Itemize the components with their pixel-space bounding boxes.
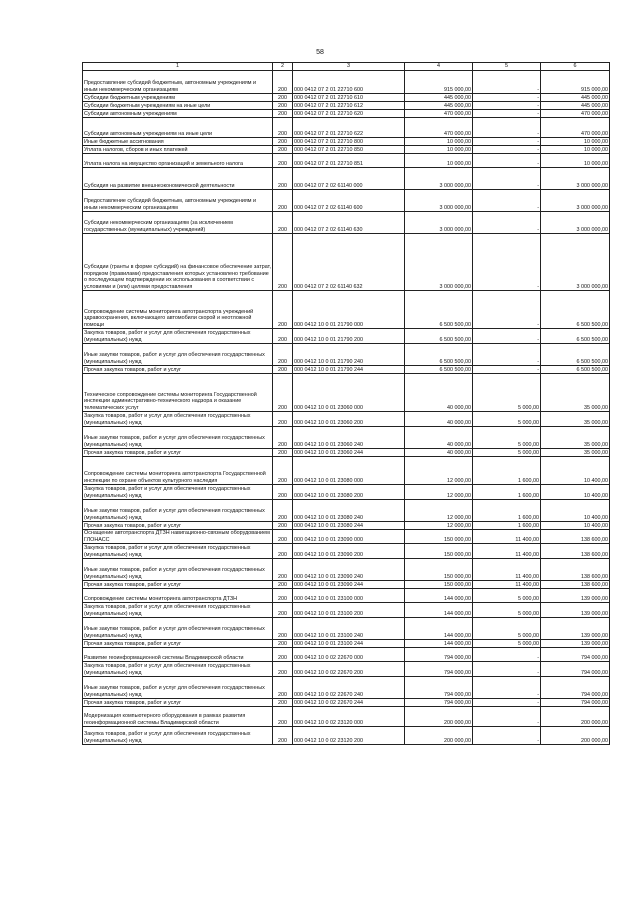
classification-code: 000 0412 10 0 01 23060 200 — [293, 412, 405, 427]
amount-remaining: 10 400,00 — [541, 485, 610, 500]
line-code: 200 — [273, 110, 293, 118]
classification-code: 000 0412 10 0 01 23080 240 — [293, 500, 405, 522]
amount-remaining: 138 600,00 — [541, 530, 610, 544]
amount-executed: - — [473, 648, 541, 662]
amount-remaining: 138 600,00 — [541, 559, 610, 581]
amount-remaining: 10 400,00 — [541, 522, 610, 530]
table-row — [83, 589, 610, 603]
table-row — [83, 102, 610, 110]
amount-approved: 10 000,00 — [405, 154, 473, 168]
line-code: 200 — [273, 559, 293, 581]
amount-remaining: 10 000,00 — [541, 138, 610, 146]
item-name: Предоставление субсидий бюджетным, автономным учреждениям и иным некоммерческим организациям — [83, 190, 273, 212]
item-name: Сопровождение системы мониторинга автотранспорта Государственной инспекции по охране объектов культурного наследия — [83, 457, 273, 485]
classification-code: 000 0412 10 0 02 22670 200 — [293, 662, 405, 677]
item-name: Сопровождение системы мониторинга автотранспорта ДТЗН — [83, 589, 273, 603]
line-code: 200 — [273, 291, 293, 329]
classification-code: 000 0412 10 0 02 22670 240 — [293, 677, 405, 699]
column-header-4: 4 — [405, 63, 473, 71]
amount-executed: - — [473, 234, 541, 291]
classification-code: 000 0412 10 0 01 23090 000 — [293, 530, 405, 544]
amount-executed: - — [473, 110, 541, 118]
amount-executed: - — [473, 662, 541, 677]
item-name: Субсидии бюджетным учреждениям — [83, 94, 273, 102]
amount-remaining: 35 000,00 — [541, 412, 610, 427]
amount-approved: 144 000,00 — [405, 618, 473, 640]
item-name: Прочая закупка товаров, работ и услуг — [83, 366, 273, 374]
amount-executed: 5 000,00 — [473, 374, 541, 412]
table-row — [83, 618, 610, 640]
line-code: 200 — [273, 427, 293, 449]
amount-executed: - — [473, 727, 541, 745]
classification-code: 000 0412 10 0 01 23060 240 — [293, 427, 405, 449]
item-name: Иные закупки товаров, работ и услуг для обеспечения государственных (муниципальных) нужд — [83, 618, 273, 640]
classification-code: 000 0412 10 0 02 23120 200 — [293, 727, 405, 745]
amount-executed: 11 400,00 — [473, 581, 541, 589]
amount-executed: - — [473, 344, 541, 366]
line-code: 200 — [273, 485, 293, 500]
amount-remaining: 6 500 500,00 — [541, 366, 610, 374]
amount-approved: 150 000,00 — [405, 581, 473, 589]
table-row — [83, 138, 610, 146]
line-code: 200 — [273, 603, 293, 618]
item-name: Техническое сопровождение системы мониторинга Государственной инспекции административно-технического надзора и оказание телематических услуг — [83, 374, 273, 412]
classification-code: 000 0412 07 2 01 22710 622 — [293, 118, 405, 138]
classification-code: 000 0412 10 0 01 23080 000 — [293, 457, 405, 485]
line-code: 200 — [273, 662, 293, 677]
table-row — [83, 110, 610, 118]
amount-executed: - — [473, 699, 541, 707]
amount-remaining: 35 000,00 — [541, 449, 610, 457]
amount-executed: 11 400,00 — [473, 530, 541, 544]
item-name: Закупка товаров, работ и услуг для обеспечения государственных (муниципальных) нужд — [83, 485, 273, 500]
amount-remaining: 794 000,00 — [541, 699, 610, 707]
item-name: Закупка товаров, работ и услуг для обеспечения государственных (муниципальных) нужд — [83, 544, 273, 559]
item-name: Прочая закупка товаров, работ и услуг — [83, 699, 273, 707]
line-code: 200 — [273, 138, 293, 146]
line-code: 200 — [273, 366, 293, 374]
classification-code: 000 0412 10 0 01 21790 240 — [293, 344, 405, 366]
line-code: 200 — [273, 677, 293, 699]
item-name: Закупка товаров, работ и услуг для обеспечения государственных (муниципальных) нужд — [83, 412, 273, 427]
amount-remaining: 139 000,00 — [541, 603, 610, 618]
amount-remaining: 139 000,00 — [541, 640, 610, 648]
amount-approved: 10 000,00 — [405, 138, 473, 146]
amount-executed: 5 000,00 — [473, 427, 541, 449]
column-header-1: 1 — [83, 63, 273, 71]
amount-approved: 470 000,00 — [405, 118, 473, 138]
table-row — [83, 581, 610, 589]
line-code: 200 — [273, 699, 293, 707]
table-row — [83, 329, 610, 344]
amount-remaining: 445 000,00 — [541, 102, 610, 110]
amount-remaining: 139 000,00 — [541, 618, 610, 640]
amount-executed: - — [473, 291, 541, 329]
table-row — [83, 457, 610, 485]
classification-code: 000 0412 07 2 01 22710 612 — [293, 102, 405, 110]
item-name: Иные закупки товаров, работ и услуг для обеспечения государственных (муниципальных) нужд — [83, 677, 273, 699]
amount-approved: 40 000,00 — [405, 374, 473, 412]
amount-approved: 6 500 500,00 — [405, 291, 473, 329]
table-row — [83, 168, 610, 190]
amount-approved: 12 000,00 — [405, 485, 473, 500]
line-code: 200 — [273, 329, 293, 344]
table-row — [83, 648, 610, 662]
amount-executed: 5 000,00 — [473, 412, 541, 427]
table-row — [83, 146, 610, 154]
item-name: Закупка товаров, работ и услуг для обеспечения государственных (муниципальных) нужд — [83, 662, 273, 677]
column-header-6: 6 — [541, 63, 610, 71]
amount-executed: 5 000,00 — [473, 589, 541, 603]
page-number: 58 — [316, 49, 324, 56]
table-row — [83, 234, 610, 291]
classification-code: 000 0412 10 0 01 23080 200 — [293, 485, 405, 500]
amount-approved: 3 000 000,00 — [405, 234, 473, 291]
table-row — [83, 449, 610, 457]
amount-approved: 144 000,00 — [405, 640, 473, 648]
amount-approved: 3 000 000,00 — [405, 190, 473, 212]
classification-code: 000 0412 10 0 01 23100 000 — [293, 589, 405, 603]
table-row — [83, 677, 610, 699]
line-code: 200 — [273, 618, 293, 640]
amount-executed: - — [473, 102, 541, 110]
table-row — [83, 427, 610, 449]
amount-remaining: 794 000,00 — [541, 662, 610, 677]
item-name: Сопровождение системы мониторинга автотранспорта учреждений здравоохранения, включающего автомобили скорой и неотложной помощи — [83, 291, 273, 329]
amount-executed: - — [473, 168, 541, 190]
item-name: Закупка товаров, работ и услуг для обеспечения государственных (муниципальных) нужд — [83, 329, 273, 344]
table-row — [83, 366, 610, 374]
line-code: 200 — [273, 707, 293, 727]
amount-remaining: 200 000,00 — [541, 727, 610, 745]
table-row — [83, 640, 610, 648]
classification-code: 000 0412 10 0 01 23080 244 — [293, 522, 405, 530]
item-name: Развитие геоинформационной системы Владимирской области — [83, 648, 273, 662]
amount-remaining: 6 500 500,00 — [541, 329, 610, 344]
item-name: Субсидии бюджетным учреждениям на иные цели — [83, 102, 273, 110]
line-code: 200 — [273, 146, 293, 154]
line-code: 200 — [273, 374, 293, 412]
line-code: 200 — [273, 589, 293, 603]
item-name: Прочая закупка товаров, работ и услуг — [83, 522, 273, 530]
amount-remaining: 6 500 500,00 — [541, 291, 610, 329]
line-code: 200 — [273, 344, 293, 366]
item-name: Закупка товаров, работ и услуг для обеспечения государственных (муниципальных) нужд — [83, 727, 273, 745]
amount-approved: 445 000,00 — [405, 94, 473, 102]
amount-remaining: 794 000,00 — [541, 648, 610, 662]
table-row — [83, 603, 610, 618]
table-row — [83, 291, 610, 329]
amount-remaining: 470 000,00 — [541, 110, 610, 118]
item-name: Иные бюджетные ассигнования — [83, 138, 273, 146]
classification-code: 000 0412 10 0 01 23100 240 — [293, 618, 405, 640]
amount-executed: - — [473, 677, 541, 699]
table-row — [83, 559, 610, 581]
amount-remaining: 139 000,00 — [541, 589, 610, 603]
amount-executed: 1 600,00 — [473, 522, 541, 530]
amount-approved: 144 000,00 — [405, 603, 473, 618]
line-code: 200 — [273, 449, 293, 457]
amount-remaining: 3 000 000,00 — [541, 190, 610, 212]
table-row — [83, 344, 610, 366]
amount-remaining: 138 600,00 — [541, 544, 610, 559]
classification-code: 000 0412 07 2 01 22710 610 — [293, 94, 405, 102]
line-code: 200 — [273, 118, 293, 138]
table-body — [83, 71, 610, 745]
amount-executed: - — [473, 329, 541, 344]
amount-approved: 6 500 500,00 — [405, 344, 473, 366]
amount-remaining: 35 000,00 — [541, 374, 610, 412]
item-name: Субсидии некоммерческим организациям (за исключением государственных (муниципальных) учреждений) — [83, 212, 273, 234]
amount-executed: 5 000,00 — [473, 618, 541, 640]
item-name: Субсидии (гранты в форме субсидий) на финансовое обеспечение затрат, порядком (правилами) предоставления которых установлено требование о последующем подтверждении их использования в соответствии с условиями и (или) целями предоставления — [83, 234, 273, 291]
line-code: 200 — [273, 234, 293, 291]
amount-remaining: 10 000,00 — [541, 154, 610, 168]
classification-code: 000 0412 10 0 01 23100 200 — [293, 603, 405, 618]
line-code: 200 — [273, 190, 293, 212]
line-code: 200 — [273, 648, 293, 662]
amount-executed: 1 600,00 — [473, 500, 541, 522]
column-header-3: 3 — [293, 63, 405, 71]
line-code: 200 — [273, 102, 293, 110]
item-name: Иные закупки товаров, работ и услуг для обеспечения государственных (муниципальных) нужд — [83, 500, 273, 522]
classification-code: 000 0412 07 2 01 22710 851 — [293, 154, 405, 168]
table-row — [83, 374, 610, 412]
classification-code: 000 0412 07 2 02 61140 632 — [293, 234, 405, 291]
amount-approved: 445 000,00 — [405, 102, 473, 110]
line-code: 200 — [273, 94, 293, 102]
table-row — [83, 530, 610, 544]
classification-code: 000 0412 10 0 01 23090 240 — [293, 559, 405, 581]
table-row — [83, 727, 610, 745]
amount-approved: 794 000,00 — [405, 648, 473, 662]
amount-remaining: 3 000 000,00 — [541, 168, 610, 190]
item-name: Иные закупки товаров, работ и услуг для обеспечения государственных (муниципальных) нужд — [83, 559, 273, 581]
table-row — [83, 699, 610, 707]
amount-executed: - — [473, 118, 541, 138]
classification-code: 000 0412 07 2 02 61140 600 — [293, 190, 405, 212]
line-code: 200 — [273, 457, 293, 485]
amount-remaining: 10 400,00 — [541, 457, 610, 485]
amount-remaining: 915 000,00 — [541, 71, 610, 94]
classification-code: 000 0412 10 0 01 23060 244 — [293, 449, 405, 457]
item-name: Субсидия на развитие внешнеэкономической деятельности — [83, 168, 273, 190]
classification-code: 000 0412 07 2 01 22710 850 — [293, 146, 405, 154]
amount-remaining: 200 000,00 — [541, 707, 610, 727]
amount-approved: 150 000,00 — [405, 544, 473, 559]
line-code: 200 — [273, 727, 293, 745]
classification-code: 000 0412 07 2 02 61140 630 — [293, 212, 405, 234]
table-row — [83, 500, 610, 522]
amount-executed: 1 600,00 — [473, 485, 541, 500]
item-name: Уплата налогов, сборов и иных платежей — [83, 146, 273, 154]
amount-remaining: 470 000,00 — [541, 118, 610, 138]
amount-remaining: 3 000 000,00 — [541, 234, 610, 291]
header-row — [83, 63, 610, 71]
amount-executed: 11 400,00 — [473, 544, 541, 559]
classification-code: 000 0412 10 0 02 23120 000 — [293, 707, 405, 727]
amount-approved: 3 000 000,00 — [405, 168, 473, 190]
amount-remaining: 35 000,00 — [541, 427, 610, 449]
classification-code: 000 0412 07 2 01 22710 620 — [293, 110, 405, 118]
amount-approved: 12 000,00 — [405, 522, 473, 530]
classification-code: 000 0412 10 0 01 23090 244 — [293, 581, 405, 589]
amount-remaining: 794 000,00 — [541, 677, 610, 699]
amount-remaining: 138 600,00 — [541, 581, 610, 589]
classification-code: 000 0412 10 0 01 23060 000 — [293, 374, 405, 412]
classification-code: 000 0412 10 0 01 23090 200 — [293, 544, 405, 559]
item-name: Закупка товаров, работ и услуг для обеспечения государственных (муниципальных) нужд — [83, 603, 273, 618]
amount-executed: - — [473, 146, 541, 154]
amount-approved: 150 000,00 — [405, 530, 473, 544]
amount-approved: 3 000 000,00 — [405, 212, 473, 234]
line-code: 200 — [273, 530, 293, 544]
amount-approved: 10 000,00 — [405, 146, 473, 154]
column-header-2: 2 — [273, 63, 293, 71]
classification-code: 000 0412 07 2 01 22710 600 — [293, 71, 405, 94]
budget-table — [82, 62, 610, 745]
table-row — [83, 154, 610, 168]
amount-approved: 794 000,00 — [405, 699, 473, 707]
line-code: 200 — [273, 412, 293, 427]
item-name: Прочая закупка товаров, работ и услуг — [83, 449, 273, 457]
line-code: 200 — [273, 522, 293, 530]
classification-code: 000 0412 10 0 01 21790 200 — [293, 329, 405, 344]
line-code: 200 — [273, 500, 293, 522]
item-name: Уплата налога на имущество организаций и земельного налога — [83, 154, 273, 168]
amount-executed: - — [473, 71, 541, 94]
amount-approved: 40 000,00 — [405, 427, 473, 449]
line-code: 200 — [273, 544, 293, 559]
line-code: 200 — [273, 640, 293, 648]
amount-executed: - — [473, 707, 541, 727]
table-row — [83, 71, 610, 94]
item-name: Иные закупки товаров, работ и услуг для обеспечения государственных (муниципальных) нужд — [83, 427, 273, 449]
line-code: 200 — [273, 212, 293, 234]
amount-approved: 794 000,00 — [405, 662, 473, 677]
amount-approved: 470 000,00 — [405, 110, 473, 118]
amount-approved: 794 000,00 — [405, 677, 473, 699]
classification-code: 000 0412 07 2 02 61140 000 — [293, 168, 405, 190]
amount-approved: 40 000,00 — [405, 412, 473, 427]
item-name: Субсидии автономным учреждениям на иные цели — [83, 118, 273, 138]
line-code: 200 — [273, 581, 293, 589]
amount-approved: 12 000,00 — [405, 457, 473, 485]
classification-code: 000 0412 10 0 01 21790 244 — [293, 366, 405, 374]
item-name: Оснащение автотранспорта ДТЗН навигационно-связным оборудованием ГЛОНАСС — [83, 530, 273, 544]
item-name: Прочая закупка товаров, работ и услуг — [83, 640, 273, 648]
item-name: Предоставление субсидий бюджетным, автономным учреждениям и иным некоммерческим организациям — [83, 71, 273, 94]
amount-executed: 5 000,00 — [473, 640, 541, 648]
amount-approved: 6 500 500,00 — [405, 366, 473, 374]
classification-code: 000 0412 07 2 01 22710 800 — [293, 138, 405, 146]
item-name: Модернизация компьютерного оборудования в рамках развития геоинформационной системы Владимирской области — [83, 707, 273, 727]
amount-executed: 5 000,00 — [473, 449, 541, 457]
table-row — [83, 190, 610, 212]
line-code: 200 — [273, 168, 293, 190]
amount-remaining: 445 000,00 — [541, 94, 610, 102]
classification-code: 000 0412 10 0 01 23100 244 — [293, 640, 405, 648]
amount-approved: 150 000,00 — [405, 559, 473, 581]
amount-remaining: 10 000,00 — [541, 146, 610, 154]
table-row — [83, 94, 610, 102]
amount-executed: - — [473, 366, 541, 374]
amount-approved: 6 500 500,00 — [405, 329, 473, 344]
line-code: 200 — [273, 154, 293, 168]
table-row — [83, 118, 610, 138]
table-row — [83, 212, 610, 234]
amount-approved: 200 000,00 — [405, 727, 473, 745]
amount-approved: 144 000,00 — [405, 589, 473, 603]
table-row — [83, 522, 610, 530]
table-row — [83, 662, 610, 677]
amount-remaining: 6 500 500,00 — [541, 344, 610, 366]
column-header-5: 5 — [473, 63, 541, 71]
table-row — [83, 485, 610, 500]
table-row — [83, 544, 610, 559]
item-name: Прочая закупка товаров, работ и услуг — [83, 581, 273, 589]
amount-executed: - — [473, 154, 541, 168]
classification-code: 000 0412 10 0 02 22670 244 — [293, 699, 405, 707]
amount-approved: 12 000,00 — [405, 500, 473, 522]
amount-approved: 200 000,00 — [405, 707, 473, 727]
amount-remaining: 10 400,00 — [541, 500, 610, 522]
amount-executed: - — [473, 138, 541, 146]
amount-executed: 1 600,00 — [473, 457, 541, 485]
table-row — [83, 707, 610, 727]
amount-executed: - — [473, 94, 541, 102]
classification-code: 000 0412 10 0 01 21790 000 — [293, 291, 405, 329]
amount-executed: - — [473, 190, 541, 212]
item-name: Субсидии автономным учреждениям — [83, 110, 273, 118]
item-name: Иные закупки товаров, работ и услуг для обеспечения государственных (муниципальных) нужд — [83, 344, 273, 366]
amount-executed: - — [473, 212, 541, 234]
amount-executed: 11 400,00 — [473, 559, 541, 581]
table-row — [83, 412, 610, 427]
amount-remaining: 3 000 000,00 — [541, 212, 610, 234]
amount-executed: 5 000,00 — [473, 603, 541, 618]
amount-approved: 40 000,00 — [405, 449, 473, 457]
line-code: 200 — [273, 71, 293, 94]
classification-code: 000 0412 10 0 02 22670 000 — [293, 648, 405, 662]
amount-approved: 915 000,00 — [405, 71, 473, 94]
